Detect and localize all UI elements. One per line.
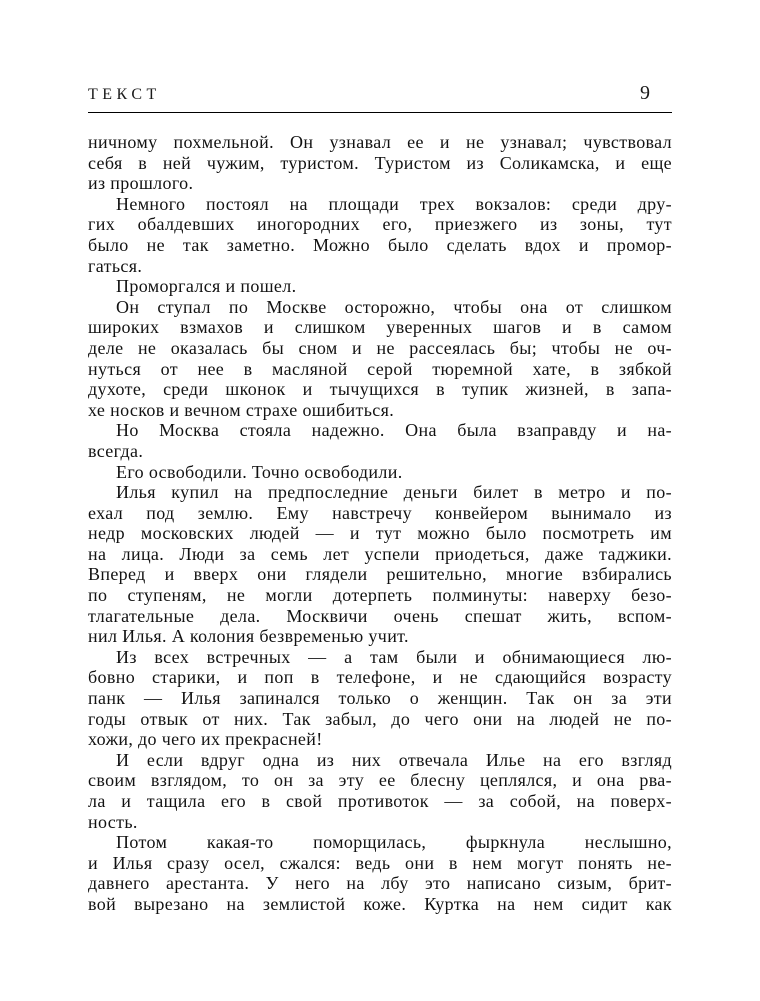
running-head-title: ТЕКСТ — [88, 86, 161, 103]
text-line: Он ступал по Москве осторожно, чтобы она от слишком — [116, 296, 672, 317]
text-line: давнего арестанта. У него на лбу это написано сизым, брит- — [88, 873, 672, 894]
paragraph — [88, 482, 672, 647]
body-text — [88, 132, 672, 915]
header-rule — [88, 112, 672, 113]
text-line: Немного постоял на площади трех вокзалов: среди дру- — [116, 193, 672, 214]
paragraph — [88, 832, 672, 914]
text-line: ничному похмельной. Он узнавал ее и не узнавал; чувствовал — [88, 132, 672, 152]
text-line: всегда. — [88, 440, 144, 461]
text-line: было не так заметно. Можно было сделать вдох и промор- — [88, 234, 672, 255]
paragraph — [88, 276, 672, 297]
text-line: хе носков и вечном страхе ошибиться. — [88, 399, 395, 420]
text-line: Но Москва стояла надежно. Она была взаправду и на- — [116, 420, 672, 441]
text-line: себя в ней чужим, туристом. Туристом из Соликамска, и еще — [88, 152, 672, 173]
paragraph — [88, 462, 672, 483]
text-line: из прошлого. — [88, 173, 194, 194]
text-line: по ступеням, не могли дотерпеть полминуты: наверху безо- — [88, 585, 672, 606]
text-line: широких взмахов и слишком уверенных шагов и в самом — [88, 317, 672, 338]
text-line: бовно старики, и поп в телефоне, и не сдающийся возрасту — [88, 667, 672, 688]
text-line: недр московских людей — и тут можно было посмотреть им — [88, 523, 672, 544]
paragraph — [88, 132, 672, 194]
paragraph — [88, 297, 672, 421]
text-line: ла и тащила его в свой противоток — за собой, на поверх- — [88, 791, 672, 811]
text-line: вой вырезано на землистой коже. Куртка на нем сидит как — [88, 893, 672, 914]
text-line: нуться от нее в масляной серой тюремной хате, в зябкой — [88, 358, 672, 379]
text-line: гих обалдевших иногородних его, приезжего из зоны, тут — [88, 214, 672, 235]
text-line: Из всех встречных — а там были и обнимающиеся лю- — [116, 646, 672, 667]
text-line: Проморгался и пошел. — [116, 276, 297, 297]
text-line: своим взглядом, то он за эту ее блесну цеплялся, и она рва- — [88, 770, 672, 791]
text-line: Потом какая-то поморщилась, фыркнула неслышно, — [116, 832, 672, 853]
text-line: тлагательные дела. Москвичи очень спешат жить, вспом- — [88, 605, 672, 626]
text-line: ехал под землю. Ему навстречу конвейером вынимало из — [88, 502, 672, 523]
paragraph — [88, 750, 672, 832]
paragraph — [88, 420, 672, 461]
text-line: Вперед и вверх они глядели решительно, многие взбирались — [88, 564, 672, 585]
text-line: годы отвык от них. Так забыл, до чего они на людей не по- — [88, 708, 672, 729]
text-line: хожи, до чего их прекрасней! — [88, 729, 323, 750]
text-line: и Илья сразу осел, сжался: ведь они в нем могут понять не- — [88, 852, 672, 873]
text-line: гаться. — [88, 255, 143, 276]
paragraph — [88, 647, 672, 750]
text-line: деле не оказалась бы сном и не рассеялась бы; чтобы не оч- — [88, 337, 672, 358]
text-line: Илья купил на предпоследние деньги билет в метро и по- — [116, 482, 672, 503]
text-line: панк — Илья запинался только о женщин. Так он за эти — [88, 688, 672, 709]
text-line: нил Илья. А колония безвременью учит. — [88, 626, 409, 647]
paragraph — [88, 194, 672, 276]
text-line: Его освободили. Точно освободили. — [116, 461, 403, 482]
text-line: на лица. Люди за семь лет успели приодеться, даже таджики. — [88, 543, 672, 564]
page-header — [88, 82, 672, 105]
text-line: ность. — [88, 811, 138, 832]
page-number: 9 — [640, 82, 650, 104]
text-line: духоте, среди шконок и тычущихся в тупик жизней, в запа- — [88, 379, 672, 400]
text-line: И если вдруг одна из них отвечала Илье на его взгляд — [116, 749, 672, 770]
